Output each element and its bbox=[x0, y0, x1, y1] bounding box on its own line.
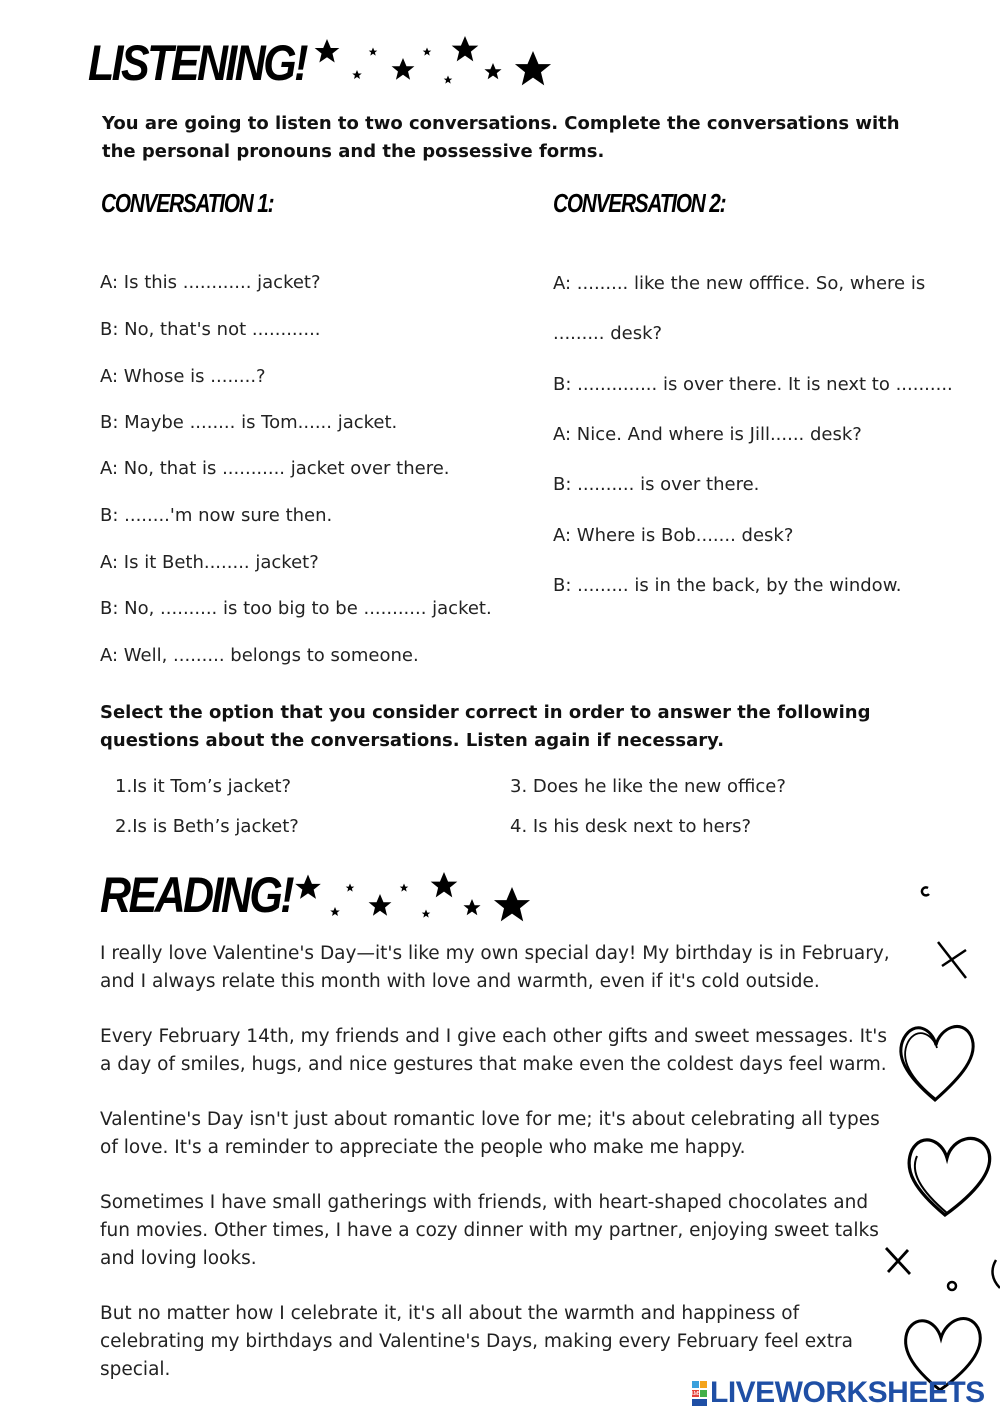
reading-paragraph-2: Every February 14th, my friends and I give each other gifts and sweet messages. It's a day of smiles, hugs, and nice gestures that make even the coldest days feel warm. bbox=[100, 1026, 888, 1075]
star-icon bbox=[346, 884, 355, 892]
conversation-2-title: CONVERSATION 2: bbox=[553, 188, 726, 218]
heart-icon bbox=[905, 1033, 937, 1100]
question-1[interactable] bbox=[115, 775, 291, 799]
cross-icon bbox=[886, 1248, 910, 1274]
star-icon bbox=[369, 894, 392, 916]
question-number: 3. bbox=[510, 776, 528, 797]
question-number: 4. bbox=[510, 816, 528, 837]
star-icon bbox=[369, 48, 378, 56]
star-icon bbox=[463, 899, 480, 915]
small-circle-icon bbox=[948, 1282, 956, 1290]
reading-paragraph-3: Valentine's Day isn't just about romantic love for me; it's about celebrating all types of love. It's a reminder to appreciate the people who make me happy. bbox=[100, 1109, 880, 1158]
question-4[interactable] bbox=[510, 815, 751, 839]
listening-stars-decoration bbox=[305, 30, 565, 100]
conversation-1-line: B: ........'m now sure then. bbox=[100, 505, 333, 526]
star-icon bbox=[423, 48, 432, 56]
star-icon bbox=[295, 875, 321, 899]
reading-paragraph-4: Sometimes I have small gatherings with friends, with heart-shaped chocolates and fun movies. Other times, I have a cozy dinner with my partner, enjoying sweet talks and loving looks. bbox=[100, 1192, 879, 1269]
reading-title: READING! bbox=[100, 867, 292, 923]
heart-icon bbox=[993, 1260, 1000, 1288]
logo-mark-icon bbox=[692, 1381, 708, 1407]
heart-icon bbox=[909, 1138, 990, 1215]
select-instruction: Select the option that you consider correct in order to answer the following questions about the conversations. Listen again if necessary. bbox=[100, 702, 871, 751]
star-icon bbox=[494, 887, 530, 921]
question-3[interactable] bbox=[510, 775, 786, 799]
star-icon bbox=[330, 907, 340, 916]
listening-instruction: You are going to listen to two conversations. Complete the conversations with the personal pronouns and the possessive forms. bbox=[102, 113, 900, 162]
hearts-decoration bbox=[870, 870, 1000, 1414]
conversation-1-line: B: No, .......... is too big to be ........... jacket. bbox=[100, 598, 492, 619]
logo-text: LIVEWORKSHEETS bbox=[710, 1376, 985, 1409]
small-c-icon bbox=[922, 887, 929, 895]
listening-title: LISTENING! bbox=[88, 35, 306, 91]
question-text: Is is Beth’s jacket? bbox=[132, 816, 299, 837]
question-number: 1. bbox=[115, 776, 133, 797]
star-icon bbox=[422, 910, 431, 918]
star-icon bbox=[392, 58, 415, 80]
conversation-2-line: ......... desk? bbox=[553, 323, 663, 344]
star-icon bbox=[444, 76, 453, 84]
question-text: Is his desk next to hers? bbox=[532, 816, 752, 837]
liveworksheets-logo[interactable] bbox=[692, 1377, 992, 1411]
conversation-2-line: A: Nice. And where is Jill...... desk? bbox=[553, 424, 862, 445]
question-number: 2. bbox=[115, 816, 133, 837]
conversation-1-line: B: Maybe ........ is Tom...... jacket. bbox=[100, 412, 398, 433]
conversation-1-line: A: Well, ......... belongs to someone. bbox=[100, 645, 419, 666]
conversation-1-title: CONVERSATION 1: bbox=[101, 188, 274, 218]
question-text: Is it Tom’s jacket? bbox=[132, 776, 292, 797]
logo-mark-text: LIVE bbox=[692, 1391, 699, 1397]
reading-stars-decoration bbox=[290, 862, 540, 932]
star-icon bbox=[515, 51, 551, 85]
cross-icon bbox=[938, 942, 966, 978]
star-icon bbox=[484, 63, 501, 79]
conversation-2-line: B: .......... is over there. bbox=[553, 474, 760, 495]
conversation-1-line: B: No, that's not ............ bbox=[100, 319, 321, 340]
star-icon bbox=[352, 70, 362, 79]
reading-paragraph-1: I really love Valentine's Day—it's like my own special day! My birthday is in February, and I always relate this month with love and warmth, even if it's cold outside. bbox=[100, 943, 890, 992]
question-text: Does he like the new office? bbox=[532, 776, 786, 797]
reading-paragraph-5: But no matter how I celebrate it, it's all about the warmth and happiness of celebrating my birthdays and Valentine's Days, making every February feel extra special. bbox=[100, 1303, 853, 1380]
conversation-1-line: A: Is this ............ jacket? bbox=[100, 272, 321, 293]
conversation-2-line: A: Where is Bob....... desk? bbox=[553, 525, 794, 546]
conversation-1-line: A: Is it Beth........ jacket? bbox=[100, 552, 319, 573]
star-icon bbox=[315, 39, 340, 63]
conversation-2-line: B: .............. is over there. It is next to .......... bbox=[553, 374, 953, 395]
conversation-1-line: A: No, that is ........... jacket over there. bbox=[100, 458, 450, 479]
star-icon bbox=[431, 872, 458, 897]
star-icon bbox=[452, 36, 479, 61]
conversation-1-line: A: Whose is ........? bbox=[100, 366, 266, 387]
conversation-2-line: A: ......... like the new offfice. So, where is bbox=[553, 273, 926, 294]
star-icon bbox=[400, 884, 409, 892]
conversation-2-line: B: ......... is in the back, by the window. bbox=[553, 575, 902, 596]
question-2[interactable] bbox=[115, 815, 299, 839]
